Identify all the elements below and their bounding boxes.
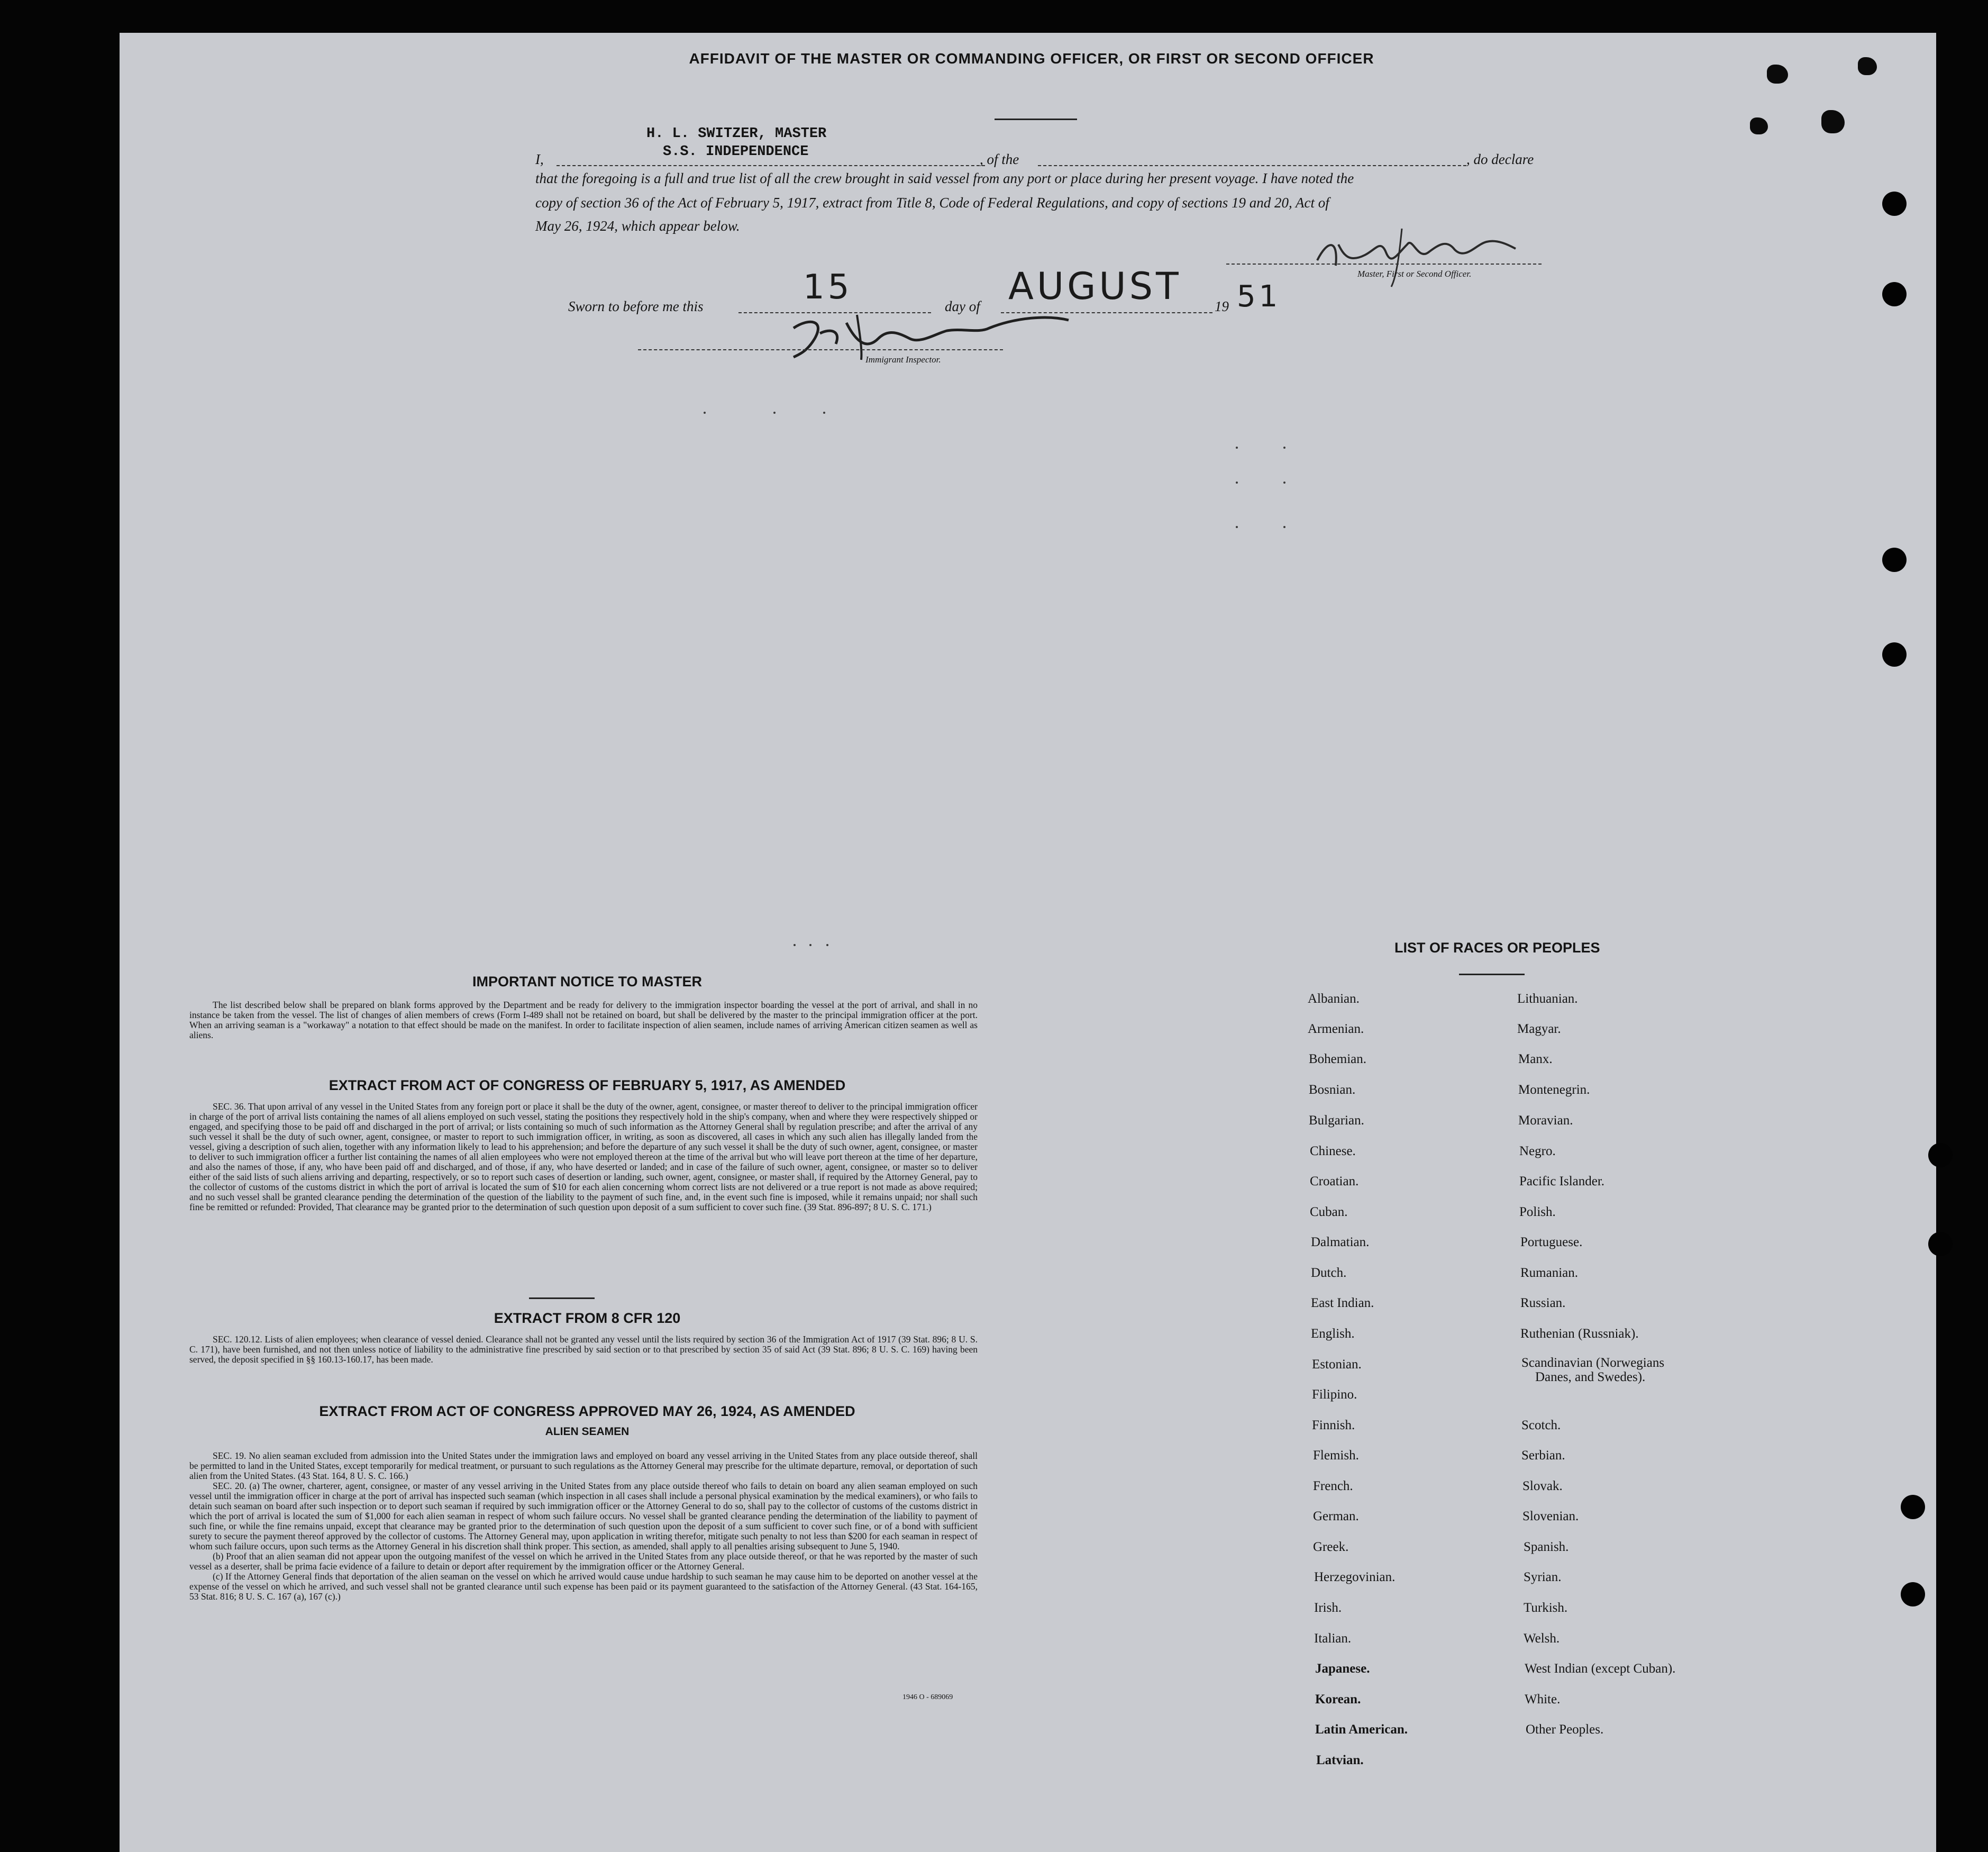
race-item: Montenegrin.	[1518, 1083, 1590, 1097]
master-signature-caption: Master, First or Second Officer.	[1357, 269, 1472, 279]
extract-1924-subtitle: ALIEN SEAMEN	[545, 1426, 630, 1438]
stray-dot	[773, 412, 776, 414]
stray-dot	[704, 412, 706, 414]
typed-master-name: H. L. SWITZER, MASTER	[646, 126, 827, 142]
day-of-label: day of	[945, 298, 980, 314]
race-item: Latin American.	[1315, 1722, 1408, 1737]
sworn-label: Sworn to before me this	[568, 298, 704, 314]
race-item: Italian.	[1314, 1631, 1352, 1646]
race-item: Bohemian.	[1309, 1052, 1367, 1066]
punch-hole	[1901, 1582, 1925, 1606]
year-suffix: 51	[1237, 279, 1281, 314]
extract-1917-title: EXTRACT FROM ACT OF CONGRESS OF FEBRUARY 5, 1917, AS AMENDED	[329, 1077, 846, 1093]
race-item: West Indian (except Cuban).	[1525, 1662, 1676, 1676]
typed-vessel-name: S.S. INDEPENDENCE	[663, 144, 809, 160]
stray-dot	[794, 944, 796, 946]
notice-paragraph: The list described below shall be prepared on blank forms approved by the Department and be ready for delivery to the immigration inspector boarding the vessel at the port of arrival, and shall in no instance be taken from the vessel. The list of changes of alien members of crews (Form I-489 shall not be retained on board, but shall be delivered by the master to the principal immigration officer at the port. When an arriving seaman is a "workaway" a notation to that effect should be made on the manifest. In order to facilitate inspection of alien seamen, include names of arriving American citizen seamen as well as aliens.	[189, 1000, 978, 1040]
sworn-day: 15	[803, 268, 853, 307]
race-item: Rumanian.	[1520, 1266, 1579, 1280]
race-item: Dalmatian.	[1311, 1235, 1370, 1249]
race-item: Estonian.	[1312, 1357, 1362, 1372]
extract-cfr-title: EXTRACT FROM 8 CFR 120	[494, 1310, 681, 1326]
extract-cfr-body	[189, 1334, 978, 1365]
i-label: I,	[535, 151, 544, 167]
race-item: Korean.	[1315, 1692, 1361, 1706]
declaration-line4: May 26, 1924, which appear below.	[535, 218, 740, 234]
stray-dot	[1283, 526, 1285, 528]
race-item: Slovenian.	[1522, 1509, 1579, 1523]
race-item: Russian.	[1520, 1296, 1566, 1310]
race-item: Lithuanian.	[1517, 992, 1578, 1006]
extract-1917-body	[189, 1102, 978, 1212]
race-item: Slovak.	[1522, 1479, 1563, 1493]
race-item: Cuban.	[1310, 1205, 1348, 1219]
sec36-paragraph: SEC. 36. That upon arrival of any vessel in the United States from any foreign port or place it shall be the duty of the owner, agent, consignee, or master thereof to deliver to the principal immigration officer in charge of the port of arrival lists containing the names of all aliens employed on such vessel, stating the positions they respectively hold in the ship's company, when and where they were respectively shipped or engaged, and specifying those to be paid off and discharged in the port of arrival; or lists containing so much of such information as the Attorney General shall by regulation prescribe; and after the arrival of any such vessel it shall be the duty of such owner, agent, consignee, or master to report to such immigration officer, in writing, as soon as discovered, all cases in which any such alien has illegally landed from the vessel, giving a description of such alien, together with any information likely to lead to his apprehension; and before the departure of any such vessel it shall be the duty of such owner, agent, consignee, or master to deliver to such immigration officer a further list containing the names of all alien employees who were not employed thereon at the time of the arrival but who will leave port thereon at the time of her departure, and also the names of those, if any, who have been paid off and discharged, and of those, if any, who have deserted or landed; and in case of the failure of such owner, agent, consignee, or master so to deliver either of the said lists of such aliens arriving and departing, respectively, or so to report such cases of desertion or landing, such owner, agent, consignee, or master shall, if required by the Attorney General, pay to the collector of customs of the customs district in which the port of arrival is located the sum of $10 for each alien concerning whom correct lists are not delivered or a true report is not made as above required; and no such vessel shall be granted clearance pending the determination of the question of the liability to the payment of such fine, and, in the event such fine is imposed, while it remains unpaid; nor shall such fine be remitted or refunded: Provided, That clearance may be granted prior to the determination of such question upon deposit of a sum sufficient to cover such fine. (39 Stat. 896-897; 8 U. S. C. 171.)	[189, 1101, 978, 1212]
race-item: White.	[1525, 1692, 1561, 1706]
sec20a-paragraph: SEC. 20. (a) The owner, charterer, agent, consignee, or master of any vessel arriving in the United States from any place outside thereof who fails to detain on board any alien seaman employed on such vessel until the immigration officer in charge at the port of arrival has inspected such seaman (which inspection in all cases shall include a personal physical examination by the medical examiners), or who fails to detain such seaman on board after such inspection or to deport such seaman if required by such immigration officer or the Attorney General to do so, shall pay to the collector of customs of the customs district in which the port of arrival is located the sum of $1,000 for each alien seaman in respect of whom such failure occurs. No vessel shall be granted clearance pending the determination of the liability to payment of such fine, or while the fine remains unpaid, except that clearance may be granted prior to the determination of such question upon the deposit of a sum sufficient to cover such fine, or of a bond with sufficient surety to secure the payment thereof approved by the collector of customs. The Attorney General may, upon application in writing therefor, mitigate such penalty to not less than $200 for each seaman in respect of whom such failure occurs, upon such terms as the Attorney General in his discretion shall think proper. This section, as amended, shall apply to all penalties arising subsequent to June 5, 1940.	[189, 1481, 978, 1551]
race-item: Welsh.	[1524, 1631, 1560, 1646]
race-item: East Indian.	[1311, 1296, 1374, 1310]
affidavit-title: AFFIDAVIT OF THE MASTER OR COMMANDING OFFICER, OR FIRST OR SECOND OFFICER	[689, 50, 1374, 67]
race-item: Japanese.	[1315, 1662, 1370, 1676]
declaration-line3: copy of section 36 of the Act of February 5, 1917, extract from Title 8, Code of Federal Regulations, and copy of sections 19 and 20, Act of	[535, 195, 1329, 211]
race-item: Finnish.	[1312, 1418, 1355, 1432]
stray-dot	[1236, 482, 1238, 484]
race-item: Ruthenian (Russniak).	[1520, 1327, 1639, 1341]
race-item: French.	[1313, 1479, 1353, 1493]
race-item: Scandinavian (Norwegians	[1521, 1356, 1665, 1370]
race-item: Bosnian.	[1309, 1083, 1356, 1097]
ink-speck	[1858, 57, 1877, 75]
stray-dot	[826, 944, 828, 946]
stray-dot	[809, 944, 811, 946]
ink-speck	[1750, 117, 1768, 134]
race-item: Polish.	[1519, 1205, 1556, 1219]
race-item: Herzegovinian.	[1314, 1570, 1396, 1584]
race-item: Negro.	[1519, 1144, 1556, 1158]
stray-dot	[823, 412, 825, 414]
year-prefix: 19	[1215, 298, 1229, 314]
race-item: Armenian.	[1308, 1022, 1364, 1036]
stray-dot	[1236, 526, 1238, 528]
stray-dot	[1283, 447, 1285, 449]
master-signature	[1307, 223, 1529, 292]
sworn-month: AUGUST	[1008, 265, 1182, 308]
race-item: Manx.	[1518, 1052, 1553, 1066]
race-item: Latvian.	[1316, 1753, 1364, 1767]
extract-1924-title: EXTRACT FROM ACT OF CONGRESS APPROVED MAY 26, 1924, AS AMENDED	[319, 1403, 855, 1419]
section-rule	[529, 1297, 595, 1299]
print-code: 1946 O - 689069	[902, 1693, 953, 1701]
race-item: Danes, and Swedes).	[1535, 1370, 1646, 1384]
race-item: Moravian.	[1518, 1113, 1573, 1128]
declaration-line2: that the foregoing is a full and true list of all the crew brought in said vessel from any port or place during her present voyage. I have noted the	[535, 170, 1354, 186]
race-item: Albanian.	[1308, 992, 1360, 1006]
sec120-paragraph: SEC. 120.12. Lists of alien employees; when clearance of vessel denied. Clearance shall not be granted any vessel until the lists required by section 36 of the Immigration Act of 1917 (39 Stat. 896; 8 U. S. C. 171), have been furnished, and not then unless notice of liability to the administrative fine prescribed by said section or to that prescribed by section 35 of said Act (39 Stat. 896; 8 U. S. C. 169) having been served, the deposit specified in §§ 160.13-160.17, has been made.	[189, 1334, 978, 1365]
sec19-paragraph: SEC. 19. No alien seaman excluded from admission into the United States under the immigration laws and employed on board any vessel arriving in the United States from any place outside thereof, shall be permitted to land in the United States, except temporarily for medical treatment, or pursuant to such regulations as the Attorney General may prescribe for the ultimate departure, removal, or deportation of such alien from the United States. (43 Stat. 164, 8 U. S. C. 166.)	[189, 1450, 978, 1481]
ink-speck	[1821, 110, 1845, 133]
ink-speck	[1767, 65, 1788, 84]
do-declare-label: , do declare	[1466, 151, 1534, 167]
race-item: Chinese.	[1310, 1144, 1356, 1158]
race-item: English.	[1311, 1327, 1355, 1341]
race-item: Pacific Islander.	[1519, 1174, 1605, 1188]
title-rule	[995, 119, 1077, 120]
race-item: Dutch.	[1311, 1266, 1347, 1280]
notice-title: IMPORTANT NOTICE TO MASTER	[472, 974, 702, 989]
race-item: Scotch.	[1521, 1418, 1561, 1432]
punch-hole	[1882, 548, 1907, 572]
race-item: Syrian.	[1524, 1570, 1562, 1584]
extract-1924-body	[189, 1451, 978, 1602]
inspector-caption: Immigrant Inspector.	[865, 355, 941, 365]
punch-hole	[1882, 282, 1907, 306]
races-rule	[1459, 974, 1525, 975]
race-item: Magyar.	[1517, 1022, 1561, 1036]
race-item: Greek.	[1313, 1540, 1349, 1554]
race-item: Other Peoples.	[1526, 1722, 1604, 1737]
race-item: Filipino.	[1312, 1387, 1357, 1402]
punch-hole	[1928, 1143, 1953, 1167]
races-title: LIST OF RACES OR PEOPLES	[1394, 940, 1600, 956]
sec20b-paragraph: (b) Proof that an alien seaman did not appear upon the outgoing manifest of the vessel on which he arrived in the United States from any place outside thereof, or that he was reported by the master of such vessel as a deserter, shall be prima facie evidence of a failure to detain or deport after requirement by the immigration officer or the Attorney General.	[189, 1551, 978, 1572]
race-item: German.	[1313, 1509, 1359, 1523]
race-item: Portuguese.	[1520, 1235, 1583, 1249]
sec20c-paragraph: (c) If the Attorney General finds that deportation of the alien seaman on the vessel on which he arrived would cause undue hardship to such seaman he may cause him to be deported on another vessel at the expense of the vessel on which he arrived, and such vessel shall not be granted clearance until such expense has been paid or its payment guaranteed to the satisfaction of the Attorney General. (43 Stat. 164-165, 53 Stat. 816; 8 U. S. C. 167 (a), 167 (c).)	[189, 1571, 978, 1602]
race-item: Irish.	[1314, 1601, 1342, 1615]
race-item: Croatian.	[1310, 1174, 1359, 1188]
stray-dot	[1236, 447, 1238, 449]
punch-hole	[1901, 1495, 1925, 1519]
race-item: Serbian.	[1521, 1448, 1565, 1463]
notice-body	[189, 1000, 978, 1040]
punch-hole	[1928, 1232, 1953, 1256]
master-signature-line	[1226, 264, 1542, 265]
race-item: Bulgarian.	[1309, 1113, 1364, 1128]
stray-dot	[1283, 482, 1285, 484]
punch-hole	[1882, 192, 1907, 216]
race-item: Turkish.	[1524, 1601, 1568, 1615]
race-item: Spanish.	[1524, 1540, 1569, 1554]
of-the-label: , of the	[980, 151, 1019, 167]
punch-hole	[1882, 642, 1907, 667]
inspector-signature-line	[638, 349, 1003, 350]
race-item: Flemish.	[1313, 1448, 1359, 1463]
